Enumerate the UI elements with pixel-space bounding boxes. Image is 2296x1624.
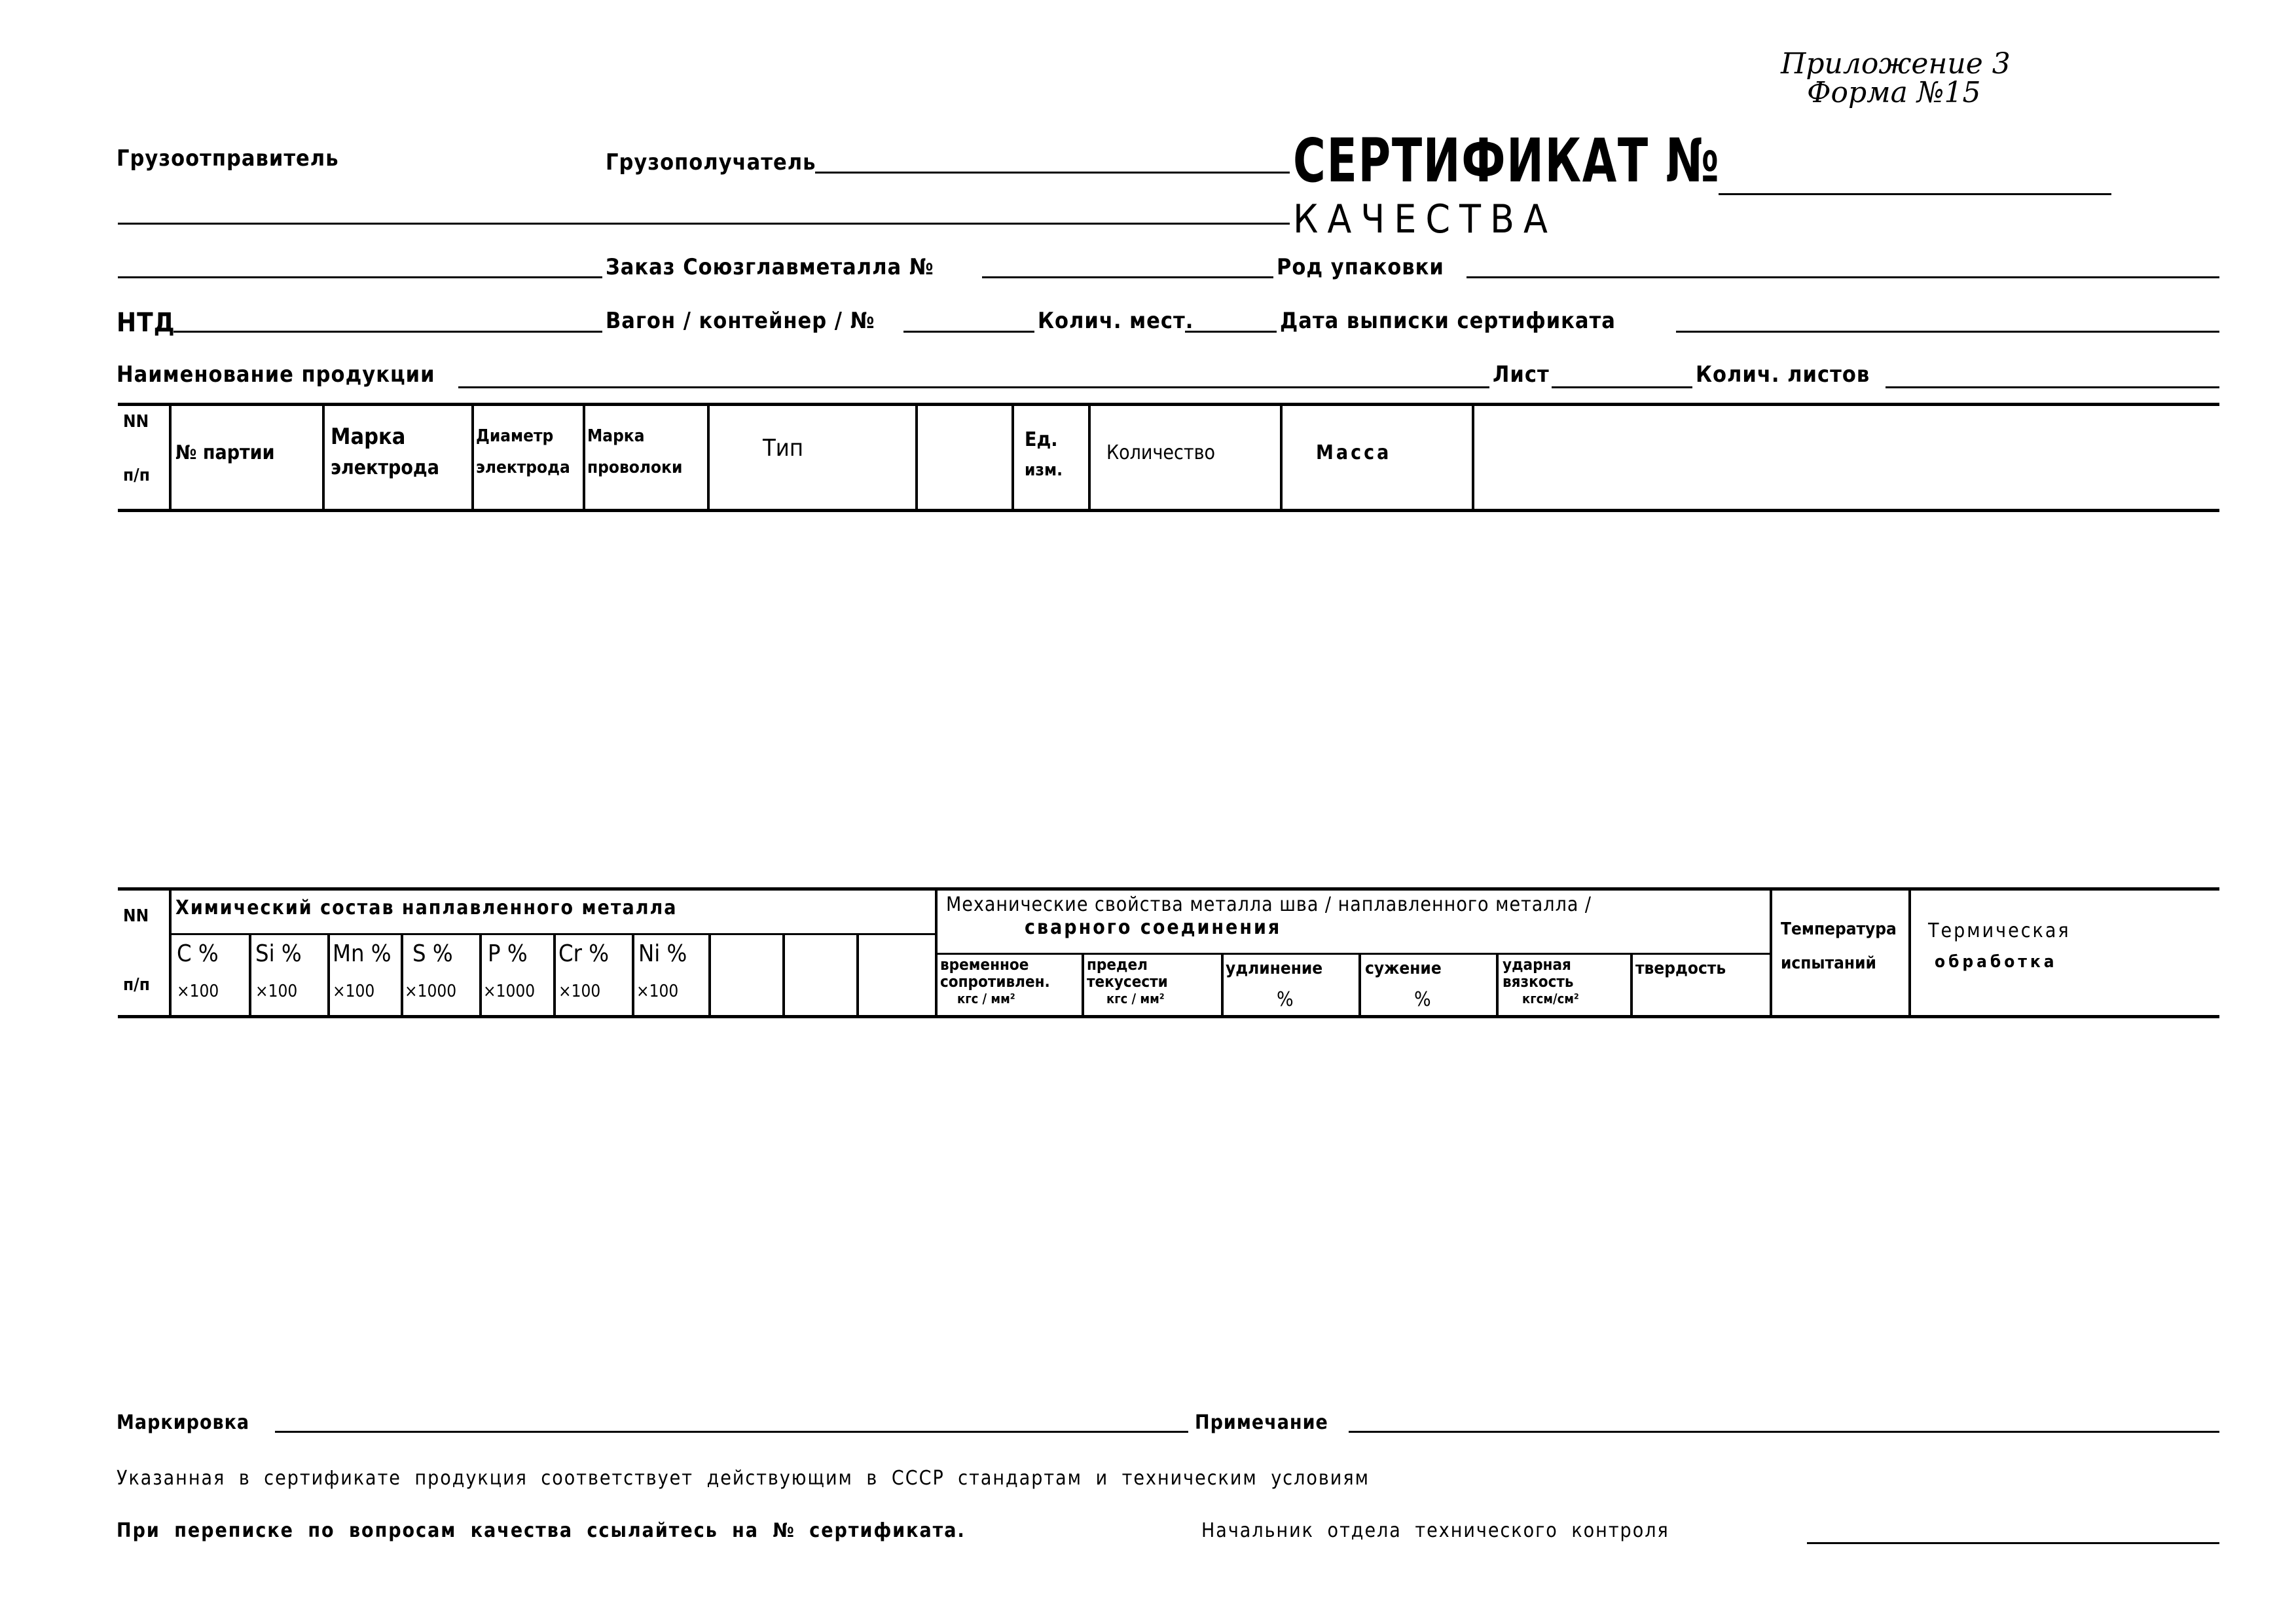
yield-header: предел (1087, 955, 1148, 974)
certificate-subtitle: КАЧЕСТВА (1293, 196, 1557, 242)
temperature-header-2: испытаний (1781, 953, 1876, 973)
places-field[interactable] (1185, 331, 1277, 333)
mech-title-2: сварного соединения (1025, 916, 1282, 939)
impact-header: ударная (1503, 955, 1571, 974)
t1-diam-header: Диаметр (476, 426, 554, 446)
ntd-label: НТД (117, 308, 175, 338)
mech-title: Механические свойства металла шва / наплавленного металла / (946, 893, 1592, 916)
packing-field[interactable] (1467, 276, 2219, 278)
packing-label: Род упаковки (1277, 254, 1444, 280)
chem-mul-si: ×100 (255, 982, 298, 1001)
issue-date-field[interactable] (1676, 331, 2219, 333)
t1-wire-header: Марка (587, 426, 645, 446)
t1-pp-header: п/п (123, 466, 150, 485)
marking-field[interactable] (275, 1431, 1188, 1433)
t1-unit-header-2: изм. (1025, 460, 1063, 480)
qc-head-label: Начальник отдела технического контроля (1201, 1519, 1669, 1542)
heat-treatment-header-2: обработка (1935, 952, 2058, 972)
chem-mul-cr: ×100 (558, 982, 601, 1001)
t1-nn-header: NN (123, 412, 149, 432)
qc-head-signature-field[interactable] (1807, 1542, 2219, 1544)
t1-brand-header: Марка (331, 424, 406, 450)
consignee-label: Грузополучатель (606, 149, 816, 175)
temperature-header: Температура (1781, 919, 1897, 939)
narrowing-unit: % (1414, 988, 1431, 1011)
impact-unit: кгсм/см² (1522, 991, 1579, 1006)
tensile-header: временное (940, 955, 1029, 974)
chem-mul-s: ×1000 (405, 982, 457, 1001)
tensile-header-2: сопротивлен. (940, 972, 1050, 991)
elongation-unit: % (1277, 988, 1294, 1011)
yield-header-2: текусести (1087, 972, 1168, 991)
t1-diam-header-2: электрода (476, 458, 570, 477)
elongation-header: удлинение (1226, 959, 1323, 978)
chem-el-si: Si % (255, 940, 302, 967)
t1-type-header: Тип (763, 435, 803, 462)
t1-brand-header-2: электрода (331, 456, 439, 479)
t2-nn-header: NN (123, 906, 149, 926)
compliance-statement: Указанная в сертификате продукция соответствует действующим в СССР стандартам и техническим условиям (117, 1467, 1370, 1490)
shipper-label: Грузоотправитель (117, 145, 339, 172)
product-name-label: Наименование продукции (117, 361, 435, 388)
shipper-field-2[interactable] (118, 276, 602, 278)
form-number: Форма №15 (1807, 76, 1981, 109)
chem-mul-ni: ×100 (636, 982, 679, 1001)
t2-pp-header: п/п (123, 975, 150, 995)
chem-el-c: C % (177, 940, 219, 967)
tensile-unit: кгс / мм² (957, 991, 1015, 1006)
table2-top-rule (118, 887, 2219, 891)
t1-wire-header-2: проволоки (587, 458, 683, 477)
appendix-label: Приложение 3 (1781, 47, 2011, 81)
product-name-field[interactable] (458, 386, 1489, 388)
impact-header-2: вязкость (1503, 972, 1574, 991)
chem-mul-c: ×100 (177, 982, 219, 1001)
yield-unit: кгс / мм² (1106, 991, 1165, 1006)
note-field[interactable] (1349, 1431, 2219, 1433)
chem-el-mn: Mn % (333, 940, 392, 967)
sheet-field[interactable] (1552, 386, 1692, 388)
sheets-count-field[interactable] (1886, 386, 2219, 388)
t1-qty-header: Количество (1106, 441, 1215, 464)
note-label: Примечание (1195, 1411, 1328, 1434)
shipper-field[interactable] (118, 223, 1290, 225)
marking-label: Маркировка (117, 1411, 250, 1434)
table1-top-rule (118, 403, 2219, 406)
chem-el-cr: Cr % (558, 940, 609, 967)
ntd-field[interactable] (173, 331, 602, 333)
chem-el-p: P % (488, 940, 528, 967)
certificate-title: СЕРТИФИКАТ № (1293, 126, 1721, 196)
places-label: Колич. мест. (1038, 308, 1194, 334)
table2-bottom-rule (118, 1015, 2219, 1018)
narrowing-header: сужение (1365, 959, 1442, 978)
t1-mass-header: Масса (1316, 441, 1392, 464)
correspondence-note: При переписке по вопросам качества ссылайтесь на № сертификата. (117, 1519, 966, 1542)
consignee-field[interactable] (815, 172, 1290, 174)
chem-el-ni: Ni % (638, 940, 687, 967)
certificate-number-field[interactable] (1719, 193, 2111, 195)
wagon-label: Вагон / контейнер / № (606, 308, 875, 334)
issue-date-label: Дата выписки сертификата (1280, 308, 1616, 334)
heat-treatment-header: Термическая (1928, 919, 2071, 942)
wagon-field[interactable] (903, 331, 1034, 333)
sheets-count-label: Колич. листов (1696, 361, 1870, 388)
order-field[interactable] (982, 276, 1273, 278)
table1-bottom-rule (118, 509, 2219, 512)
sheet-label: Лист (1493, 361, 1550, 388)
hardness-header: твердость (1635, 959, 1726, 978)
chem-el-s: S % (412, 940, 453, 967)
t1-unit-header: Ед. (1025, 428, 1058, 451)
chem-mul-mn: ×100 (333, 982, 375, 1001)
chem-mul-p: ×1000 (483, 982, 536, 1001)
order-label: Заказ Союзглавметалла № (606, 254, 934, 280)
t1-batch-header: № партии (175, 441, 275, 464)
chem-title: Химический состав наплавленного металла (175, 896, 678, 919)
